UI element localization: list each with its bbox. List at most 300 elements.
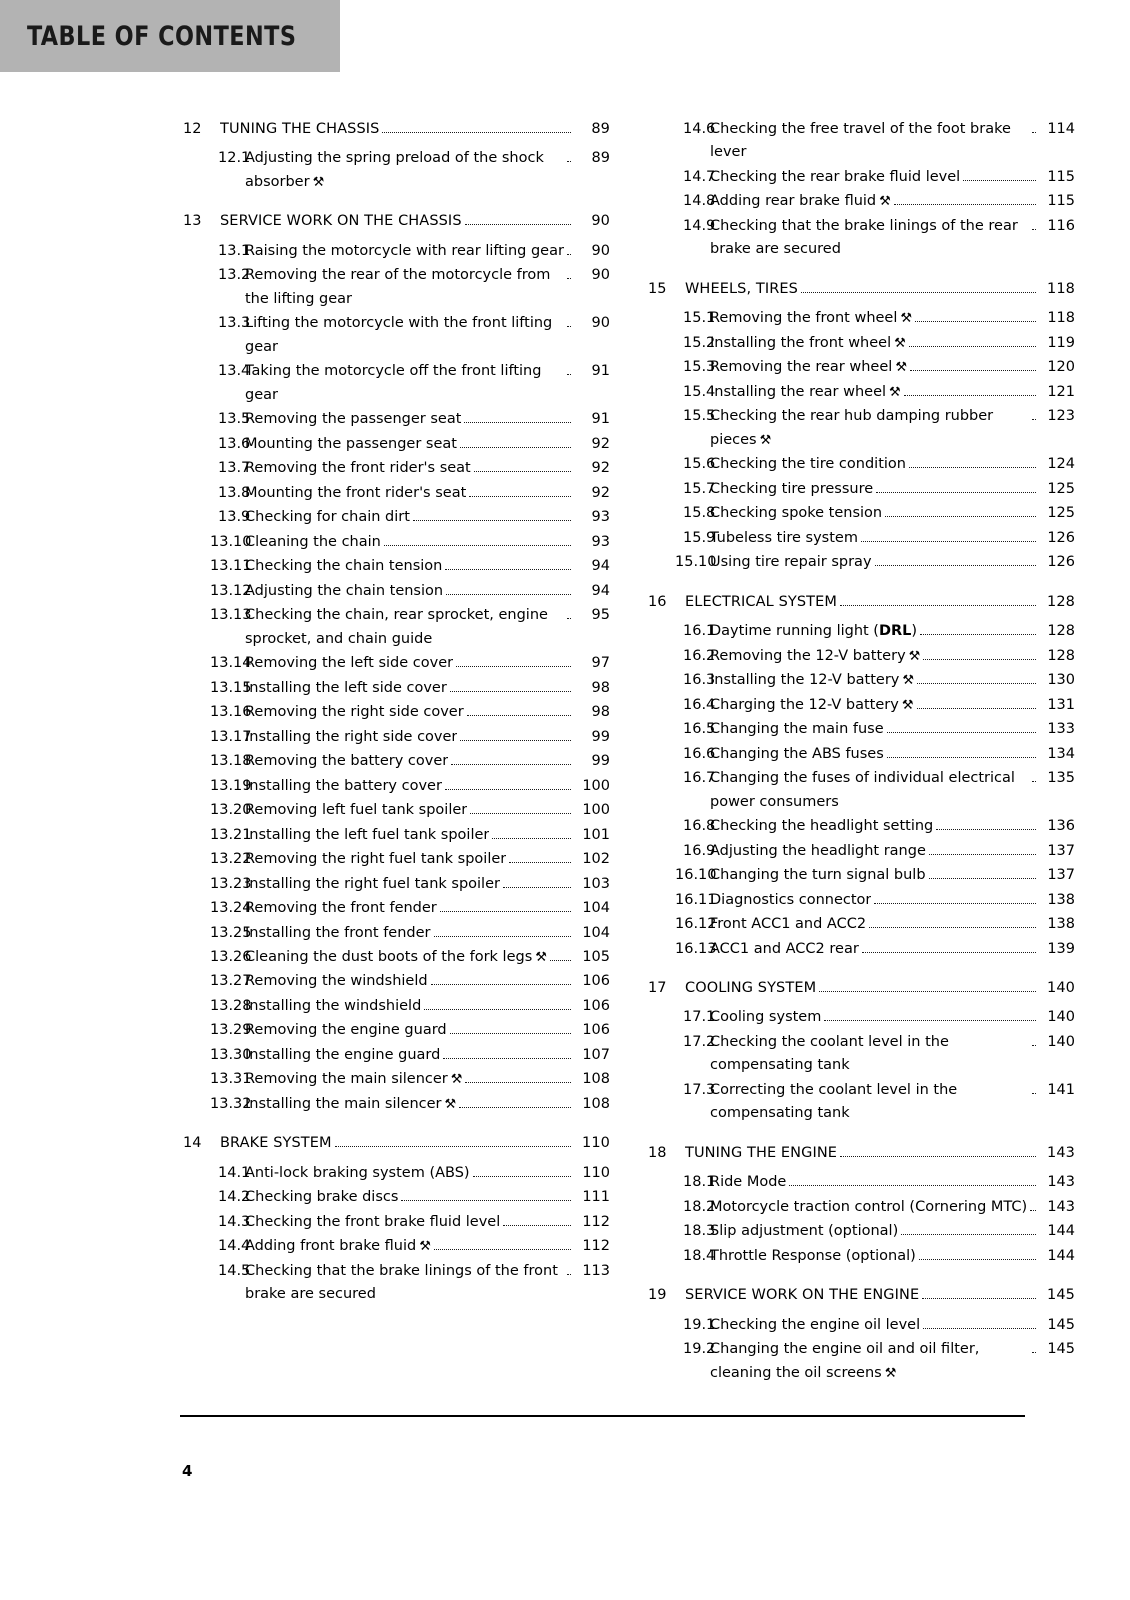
toc-leader-dots bbox=[469, 496, 571, 497]
toc-chapter-row[interactable] bbox=[180, 1132, 610, 1155]
wrench-icon: ⚒ bbox=[759, 432, 772, 448]
toc-subsection-row[interactable] bbox=[645, 694, 1075, 717]
toc-leader-dots bbox=[567, 161, 571, 162]
toc-entry-body bbox=[710, 840, 1075, 863]
toc-entry-line bbox=[685, 977, 1075, 1000]
toc-leader-dots bbox=[801, 292, 1036, 293]
toc-entry-line bbox=[245, 531, 610, 554]
toc-entry-page: 94 bbox=[591, 582, 610, 599]
toc-entry-line bbox=[245, 652, 610, 675]
toc-entry-number: 16.12 bbox=[675, 916, 717, 933]
toc-entry-line bbox=[710, 767, 1075, 814]
toc-entry-body bbox=[245, 1068, 610, 1091]
toc-entry-page: 125 bbox=[1047, 480, 1075, 497]
toc-entry-number: 16.11 bbox=[675, 891, 717, 908]
toc-entry-line bbox=[710, 938, 1075, 961]
toc-entry-line bbox=[710, 1314, 1075, 1337]
toc-entry-body bbox=[245, 147, 610, 194]
toc-entry-body bbox=[245, 701, 610, 724]
toc-entry-body bbox=[245, 970, 610, 993]
toc-entry-line bbox=[710, 405, 1075, 452]
toc-entry-number: 15.5 bbox=[683, 408, 716, 425]
toc-entry-number: 16.1 bbox=[683, 623, 716, 640]
toc-entry-line bbox=[245, 677, 610, 700]
toc-subsection-row[interactable] bbox=[645, 1079, 1075, 1126]
toc-entry-page: 90 bbox=[591, 213, 610, 230]
toc-subsection-row[interactable] bbox=[645, 405, 1075, 452]
toc-entry-number: 18 bbox=[648, 1144, 667, 1161]
toc-entry-number: 16.4 bbox=[683, 696, 716, 713]
toc-entry-line bbox=[245, 312, 610, 359]
toc-entry-page: 145 bbox=[1047, 1341, 1075, 1358]
toc-entry-number: 14.2 bbox=[218, 1189, 251, 1206]
toc-entry-title: Checking spoke tension bbox=[710, 505, 883, 522]
toc-subsection-row[interactable] bbox=[180, 897, 610, 920]
toc-entry-number: 13.27 bbox=[210, 973, 252, 990]
toc-chapter-row[interactable] bbox=[645, 278, 1075, 301]
toc-leader-dots bbox=[470, 813, 571, 814]
toc-entry-number: 13.11 bbox=[210, 558, 252, 575]
toc-entry-number: 14.5 bbox=[218, 1262, 251, 1279]
toc-entry-title: Removing left fuel tank spoiler bbox=[245, 802, 468, 819]
toc-entry-body bbox=[245, 482, 610, 505]
toc-entry-title: Checking that the brake linings of the front brake are secured bbox=[245, 1262, 558, 1303]
toc-entry-number: 14.7 bbox=[683, 168, 716, 185]
toc-entry-body bbox=[710, 166, 1075, 189]
toc-subsection-row[interactable] bbox=[645, 938, 1075, 961]
toc-entry-line bbox=[245, 897, 610, 920]
toc-subsection-row[interactable] bbox=[180, 580, 610, 603]
toc-entry-number: 14.4 bbox=[218, 1238, 251, 1255]
toc-entry-page: 128 bbox=[1047, 623, 1075, 640]
wrench-icon: ⚒ bbox=[889, 384, 901, 400]
toc-leader-dots bbox=[492, 838, 571, 839]
toc-entry-line bbox=[685, 591, 1075, 614]
toc-subsection-row[interactable] bbox=[645, 815, 1075, 838]
toc-leader-dots bbox=[550, 960, 571, 961]
toc-entry-body bbox=[245, 531, 610, 554]
toc-subsection-row[interactable] bbox=[180, 1235, 610, 1258]
toc-entry-page: 143 bbox=[1047, 1198, 1075, 1215]
toc-subsection-row[interactable] bbox=[180, 970, 610, 993]
toc-subsection-row[interactable] bbox=[645, 381, 1075, 404]
toc-subsection-row[interactable] bbox=[645, 889, 1075, 912]
toc-entry-page: 143 bbox=[1047, 1144, 1075, 1161]
toc-entry-page: 125 bbox=[1047, 505, 1075, 522]
toc-subsection-row[interactable] bbox=[180, 946, 610, 969]
toc-subsection-row[interactable] bbox=[180, 799, 610, 822]
toc-entry-body bbox=[245, 506, 610, 529]
toc-entry-number: 13.1 bbox=[218, 242, 251, 259]
toc-subsection-row[interactable] bbox=[645, 1245, 1075, 1268]
toc-leader-dots bbox=[936, 829, 1036, 830]
toc-entry-number: 15.7 bbox=[683, 480, 716, 497]
toc-subsection-row[interactable] bbox=[180, 482, 610, 505]
toc-entry-title-emphasis: DRL bbox=[878, 623, 912, 640]
toc-entry-body bbox=[245, 580, 610, 603]
toc-entry-number: 17.2 bbox=[683, 1033, 716, 1050]
toc-entry-number: 13.23 bbox=[210, 875, 252, 892]
toc-entry-title: ELECTRICAL SYSTEM bbox=[685, 593, 837, 610]
toc-subsection-row[interactable] bbox=[180, 677, 610, 700]
toc-subsection-row[interactable] bbox=[645, 840, 1075, 863]
toc-entry-number: 16.8 bbox=[683, 818, 716, 835]
toc-entry-page: 92 bbox=[591, 435, 610, 452]
toc-entry-title: Removing the main silencer ⚒ bbox=[245, 1068, 462, 1091]
toc-leader-dots bbox=[450, 691, 571, 692]
toc-entry-body bbox=[710, 1196, 1075, 1219]
toc-entry-page: 99 bbox=[591, 728, 610, 745]
toc-entry-title: Installing the rear wheel ⚒ bbox=[710, 381, 901, 404]
toc-entry-body bbox=[245, 604, 610, 651]
toc-entry-page: 115 bbox=[1047, 193, 1075, 210]
toc-entry-title: Installing the engine guard bbox=[245, 1046, 441, 1063]
toc-leader-dots bbox=[443, 1058, 571, 1059]
toc-entry-body bbox=[710, 527, 1075, 550]
toc-entry-line bbox=[710, 1196, 1075, 1219]
toc-subsection-row[interactable] bbox=[645, 1314, 1075, 1337]
toc-entry-body bbox=[710, 645, 1075, 668]
toc-chapter-row[interactable] bbox=[645, 1284, 1075, 1307]
toc-subsection-row[interactable] bbox=[180, 824, 610, 847]
toc-entry-page: 105 bbox=[582, 948, 610, 965]
toc-entry-page: 93 bbox=[591, 509, 610, 526]
toc-entry-page: 104 bbox=[582, 924, 610, 941]
toc-entry-number: 13.7 bbox=[218, 460, 251, 477]
toc-subsection-row[interactable] bbox=[645, 718, 1075, 741]
toc-subsection-row[interactable] bbox=[180, 775, 610, 798]
toc-entry-line bbox=[245, 482, 610, 505]
toc-subsection-row[interactable] bbox=[645, 913, 1075, 936]
toc-subsection-row[interactable] bbox=[180, 604, 610, 651]
toc-subsection-row[interactable] bbox=[645, 215, 1075, 262]
toc-entry-line bbox=[710, 527, 1075, 550]
toc-entry-number: 15 bbox=[648, 280, 667, 297]
toc-subsection-row[interactable] bbox=[645, 527, 1075, 550]
toc-entry-page: 90 bbox=[591, 315, 610, 332]
toc-entry-page: 102 bbox=[582, 851, 610, 868]
toc-leader-dots bbox=[434, 936, 572, 937]
toc-entry-body bbox=[710, 356, 1075, 379]
toc-subsection-row[interactable] bbox=[645, 478, 1075, 501]
toc-entry-title: SERVICE WORK ON THE CHASSIS bbox=[220, 213, 462, 230]
toc-subsection-row[interactable] bbox=[645, 118, 1075, 165]
toc-entry-number: 19 bbox=[648, 1287, 667, 1304]
toc-entry-title: Front ACC1 and ACC2 bbox=[710, 916, 867, 933]
toc-entry-line bbox=[685, 1284, 1075, 1307]
toc-entry-title: COOLING SYSTEM bbox=[685, 979, 817, 996]
toc-entry-line bbox=[245, 408, 610, 431]
toc-entry-line bbox=[245, 726, 610, 749]
toc-entry-title: Installing the windshield bbox=[245, 997, 422, 1014]
toc-entry-body bbox=[710, 1006, 1075, 1029]
toc-entry-page: 140 bbox=[1047, 1033, 1075, 1050]
toc-leader-dots bbox=[919, 1259, 1036, 1260]
toc-entry-body bbox=[220, 1132, 610, 1155]
toc-leader-dots bbox=[450, 1033, 571, 1034]
toc-subsection-row[interactable] bbox=[645, 767, 1075, 814]
toc-subsection-row[interactable] bbox=[180, 264, 610, 311]
toc-subsection-row[interactable] bbox=[645, 1031, 1075, 1078]
toc-entry-title: Installing the battery cover bbox=[245, 777, 442, 794]
toc-entry-title: Motorcycle traction control (Cornering MTC) bbox=[710, 1198, 1028, 1215]
toc-leader-dots bbox=[840, 1156, 1036, 1157]
toc-entry-number: 17.3 bbox=[683, 1081, 716, 1098]
toc-leader-dots bbox=[894, 204, 1036, 205]
toc-entry-number: 13.4 bbox=[218, 363, 251, 380]
toc-leader-dots bbox=[384, 545, 571, 546]
toc-subsection-row[interactable] bbox=[645, 551, 1075, 574]
toc-entry-number: 15.2 bbox=[683, 334, 716, 351]
toc-entry-number: 15.3 bbox=[683, 359, 716, 376]
toc-entry-title: Removing the rear wheel ⚒ bbox=[710, 356, 907, 379]
toc-entry-body bbox=[710, 1031, 1075, 1078]
toc-subsection-row[interactable] bbox=[180, 312, 610, 359]
toc-subsection-row[interactable] bbox=[180, 555, 610, 578]
toc-entry-line bbox=[245, 701, 610, 724]
toc-entry-line bbox=[710, 332, 1075, 355]
toc-subsection-row[interactable] bbox=[645, 1171, 1075, 1194]
toc-entry-line bbox=[710, 478, 1075, 501]
toc-entry-title: Removing the right fuel tank spoiler bbox=[245, 851, 507, 868]
toc-entry-title: Checking the free travel of the foot brake lever bbox=[710, 121, 1011, 161]
toc-subsection-row[interactable] bbox=[645, 307, 1075, 330]
toc-subsection-row[interactable] bbox=[645, 743, 1075, 766]
toc-chapter-row[interactable] bbox=[645, 591, 1075, 614]
toc-entry-line bbox=[245, 457, 610, 480]
toc-entry-number: 16.6 bbox=[683, 745, 716, 762]
toc-subsection-row[interactable] bbox=[645, 502, 1075, 525]
toc-entry-body bbox=[710, 478, 1075, 501]
toc-entry-line bbox=[245, 946, 610, 969]
toc-subsection-row[interactable] bbox=[180, 360, 610, 407]
toc-leader-dots bbox=[1032, 1352, 1036, 1353]
toc-subsection-row[interactable] bbox=[180, 408, 610, 431]
toc-entry-number: 13.32 bbox=[210, 1095, 252, 1112]
wrench-icon: ⚒ bbox=[900, 311, 913, 327]
toc-entry-title: Removing the 12-V battery ⚒ bbox=[710, 645, 920, 668]
toc-leader-dots bbox=[445, 789, 571, 790]
toc-entry-number: 16.9 bbox=[683, 842, 716, 859]
toc-entry-body bbox=[710, 502, 1075, 525]
toc-subsection-row[interactable] bbox=[180, 1068, 610, 1091]
toc-subsection-row[interactable] bbox=[180, 1019, 610, 1042]
toc-subsection-row[interactable] bbox=[180, 433, 610, 456]
toc-entry-number: 13.12 bbox=[210, 582, 252, 599]
toc-entry-page: 133 bbox=[1047, 721, 1075, 738]
toc-entry-line bbox=[710, 645, 1075, 668]
toc-entry-title: Changing the engine oil and oil filter, cleaning the oil screens ⚒ bbox=[710, 1338, 1029, 1385]
toc-leader-dots bbox=[963, 180, 1036, 181]
toc-subsection-row[interactable] bbox=[645, 1196, 1075, 1219]
toc-entry-page: 98 bbox=[591, 704, 610, 721]
toc-chapter-row[interactable] bbox=[645, 977, 1075, 1000]
toc-entry-body bbox=[245, 1235, 610, 1258]
wrench-icon: ⚒ bbox=[884, 1365, 897, 1381]
toc-leader-dots bbox=[424, 1009, 571, 1010]
toc-entry-body bbox=[245, 1044, 610, 1067]
toc-subsection-row[interactable] bbox=[180, 1260, 610, 1307]
toc-entry-body bbox=[245, 873, 610, 896]
toc-entry-number: 13.5 bbox=[218, 411, 251, 428]
toc-subsection-row[interactable] bbox=[180, 922, 610, 945]
toc-entry-body bbox=[710, 381, 1075, 404]
toc-entry-title: Checking the headlight setting bbox=[710, 818, 934, 835]
toc-entry-title: Mounting the front rider's seat bbox=[245, 484, 467, 501]
toc-entry-body bbox=[245, 264, 610, 311]
toc-entry-number: 13.10 bbox=[210, 533, 252, 550]
toc-entry-page: 110 bbox=[582, 1135, 610, 1152]
toc-entry-line bbox=[245, 240, 610, 263]
toc-entry-number: 12.1 bbox=[218, 150, 251, 167]
toc-subsection-row[interactable] bbox=[180, 726, 610, 749]
toc-leader-dots bbox=[824, 1020, 1036, 1021]
toc-leader-dots bbox=[456, 666, 571, 667]
toc-chapter-row[interactable] bbox=[645, 1142, 1075, 1165]
wrench-icon: ⚒ bbox=[450, 1072, 463, 1088]
toc-entry-number: 13.14 bbox=[210, 655, 252, 672]
toc-entry-line bbox=[245, 360, 610, 407]
toc-leader-dots bbox=[464, 422, 571, 423]
toc-entry-number: 16.2 bbox=[683, 647, 716, 664]
toc-entry-number: 17 bbox=[648, 979, 667, 996]
toc-leader-dots bbox=[431, 984, 571, 985]
toc-subsection-row[interactable] bbox=[180, 457, 610, 480]
toc-entry-page: 103 bbox=[582, 875, 610, 892]
toc-subsection-row[interactable] bbox=[645, 453, 1075, 476]
toc-subsection-row[interactable] bbox=[180, 652, 610, 675]
toc-entry-page: 130 bbox=[1047, 672, 1075, 689]
toc-entry-body bbox=[710, 718, 1075, 741]
toc-subsection-row[interactable] bbox=[180, 531, 610, 554]
toc-entry-page: 138 bbox=[1047, 916, 1075, 933]
toc-subsection-row[interactable] bbox=[180, 873, 610, 896]
toc-entry-page: 138 bbox=[1047, 891, 1075, 908]
toc-entry-page: 140 bbox=[1047, 979, 1075, 996]
toc-entry-title: Checking the engine oil level bbox=[710, 1316, 921, 1333]
toc-entry-number: 14.9 bbox=[683, 217, 716, 234]
toc-entry-line bbox=[245, 1260, 610, 1307]
toc-subsection-row[interactable] bbox=[645, 669, 1075, 692]
toc-entry-number: 13.30 bbox=[210, 1046, 252, 1063]
toc-entry-number: 19.1 bbox=[683, 1316, 716, 1333]
toc-entry-body bbox=[220, 210, 610, 233]
toc-subsection-row[interactable] bbox=[645, 190, 1075, 213]
toc-subsection-row[interactable] bbox=[645, 645, 1075, 668]
toc-entry-line bbox=[245, 506, 610, 529]
toc-subsection-row[interactable] bbox=[180, 1093, 610, 1116]
toc-entry-body bbox=[245, 457, 610, 480]
toc-leader-dots bbox=[1032, 781, 1036, 782]
toc-subsection-row[interactable] bbox=[645, 864, 1075, 887]
toc-entry-body bbox=[245, 897, 610, 920]
toc-entry-number: 14.6 bbox=[683, 121, 716, 137]
toc-entry-number: 13.13 bbox=[210, 607, 252, 624]
toc-subsection-row[interactable] bbox=[645, 1220, 1075, 1243]
wrench-icon: ⚒ bbox=[894, 335, 906, 351]
toc-entry-title: TUNING THE CHASSIS bbox=[220, 121, 380, 137]
toc-entry-body bbox=[245, 360, 610, 407]
toc-entry-page: 141 bbox=[1047, 1081, 1075, 1098]
toc-entry-page: 92 bbox=[591, 484, 610, 501]
toc-entry-body bbox=[245, 726, 610, 749]
toc-entry-title: Removing the rear of the motorcycle from the lifting gear bbox=[245, 267, 551, 307]
wrench-icon: ⚒ bbox=[535, 949, 547, 965]
toc-entry-line bbox=[710, 840, 1075, 863]
toc-subsection-row[interactable] bbox=[180, 995, 610, 1018]
toc-entry-number: 13.3 bbox=[218, 315, 251, 332]
toc-entry-title: Removing the left side cover bbox=[245, 655, 454, 672]
toc-entry-title: Checking for chain dirt bbox=[245, 509, 410, 526]
toc-entry-body bbox=[710, 190, 1075, 213]
toc-subsection-row[interactable] bbox=[180, 1044, 610, 1067]
toc-entry-page: 116 bbox=[1047, 217, 1075, 234]
toc-leader-dots bbox=[789, 1185, 1036, 1186]
toc-subsection-row[interactable] bbox=[180, 1162, 610, 1185]
toc-subsection-row[interactable] bbox=[645, 1338, 1075, 1385]
toc-entry-number: 14.8 bbox=[683, 193, 716, 210]
toc-subsection-row[interactable] bbox=[180, 506, 610, 529]
toc-entry-line bbox=[710, 381, 1075, 404]
toc-entry-line bbox=[710, 502, 1075, 525]
toc-entry-body bbox=[245, 1019, 610, 1042]
toc-subsection-row[interactable] bbox=[180, 1211, 610, 1234]
toc-subsection-row[interactable] bbox=[180, 240, 610, 263]
toc-entry-number: 12 bbox=[183, 121, 202, 137]
toc-subsection-row[interactable] bbox=[180, 147, 610, 194]
toc-entry-line bbox=[245, 580, 610, 603]
toc-entry-number: 16.13 bbox=[675, 940, 717, 957]
toc-subsection-row[interactable] bbox=[180, 750, 610, 773]
toc-entry-line bbox=[710, 1006, 1075, 1029]
toc-entry-line bbox=[245, 1162, 610, 1185]
toc-entry-number: 18.4 bbox=[683, 1247, 716, 1264]
toc-leader-dots bbox=[901, 1234, 1036, 1235]
toc-leader-dots bbox=[446, 594, 571, 595]
toc-entry-number: 15.6 bbox=[683, 456, 716, 473]
toc-entry-body bbox=[685, 591, 1075, 614]
toc-entry-page: 137 bbox=[1047, 867, 1075, 884]
toc-entry-page: 106 bbox=[582, 997, 610, 1014]
toc-entry-line bbox=[245, 433, 610, 456]
toc-subsection-row[interactable] bbox=[645, 332, 1075, 355]
toc-subsection-row[interactable] bbox=[180, 848, 610, 871]
toc-chapter-row[interactable] bbox=[180, 210, 610, 233]
toc-entry-title: Removing the front wheel ⚒ bbox=[710, 307, 912, 330]
toc-entry-page: 145 bbox=[1047, 1287, 1075, 1304]
toc-subsection-row[interactable] bbox=[645, 166, 1075, 189]
toc-subsection-row[interactable] bbox=[180, 1186, 610, 1209]
toc-subsection-row[interactable] bbox=[645, 620, 1075, 643]
toc-entry-line bbox=[710, 694, 1075, 717]
toc-entry-number: 16.5 bbox=[683, 721, 716, 738]
toc-subsection-row[interactable] bbox=[645, 1006, 1075, 1029]
toc-entry-number: 13.2 bbox=[218, 267, 251, 284]
footer-rule bbox=[180, 1415, 1025, 1417]
toc-entry-line bbox=[710, 1079, 1075, 1126]
toc-subsection-row[interactable] bbox=[180, 701, 610, 724]
toc-entry-body bbox=[710, 864, 1075, 887]
toc-entry-line bbox=[245, 995, 610, 1018]
toc-entry-number: 16.7 bbox=[683, 770, 716, 787]
toc-entry-number: 14.3 bbox=[218, 1213, 251, 1230]
toc-entry-line bbox=[710, 864, 1075, 887]
toc-leader-dots bbox=[887, 757, 1036, 758]
toc-subsection-row[interactable] bbox=[645, 356, 1075, 379]
toc-chapter-row[interactable] bbox=[180, 118, 610, 141]
toc-entry-title: Removing the front fender bbox=[245, 900, 437, 917]
toc-entry-title: Removing the front rider's seat bbox=[245, 460, 471, 477]
